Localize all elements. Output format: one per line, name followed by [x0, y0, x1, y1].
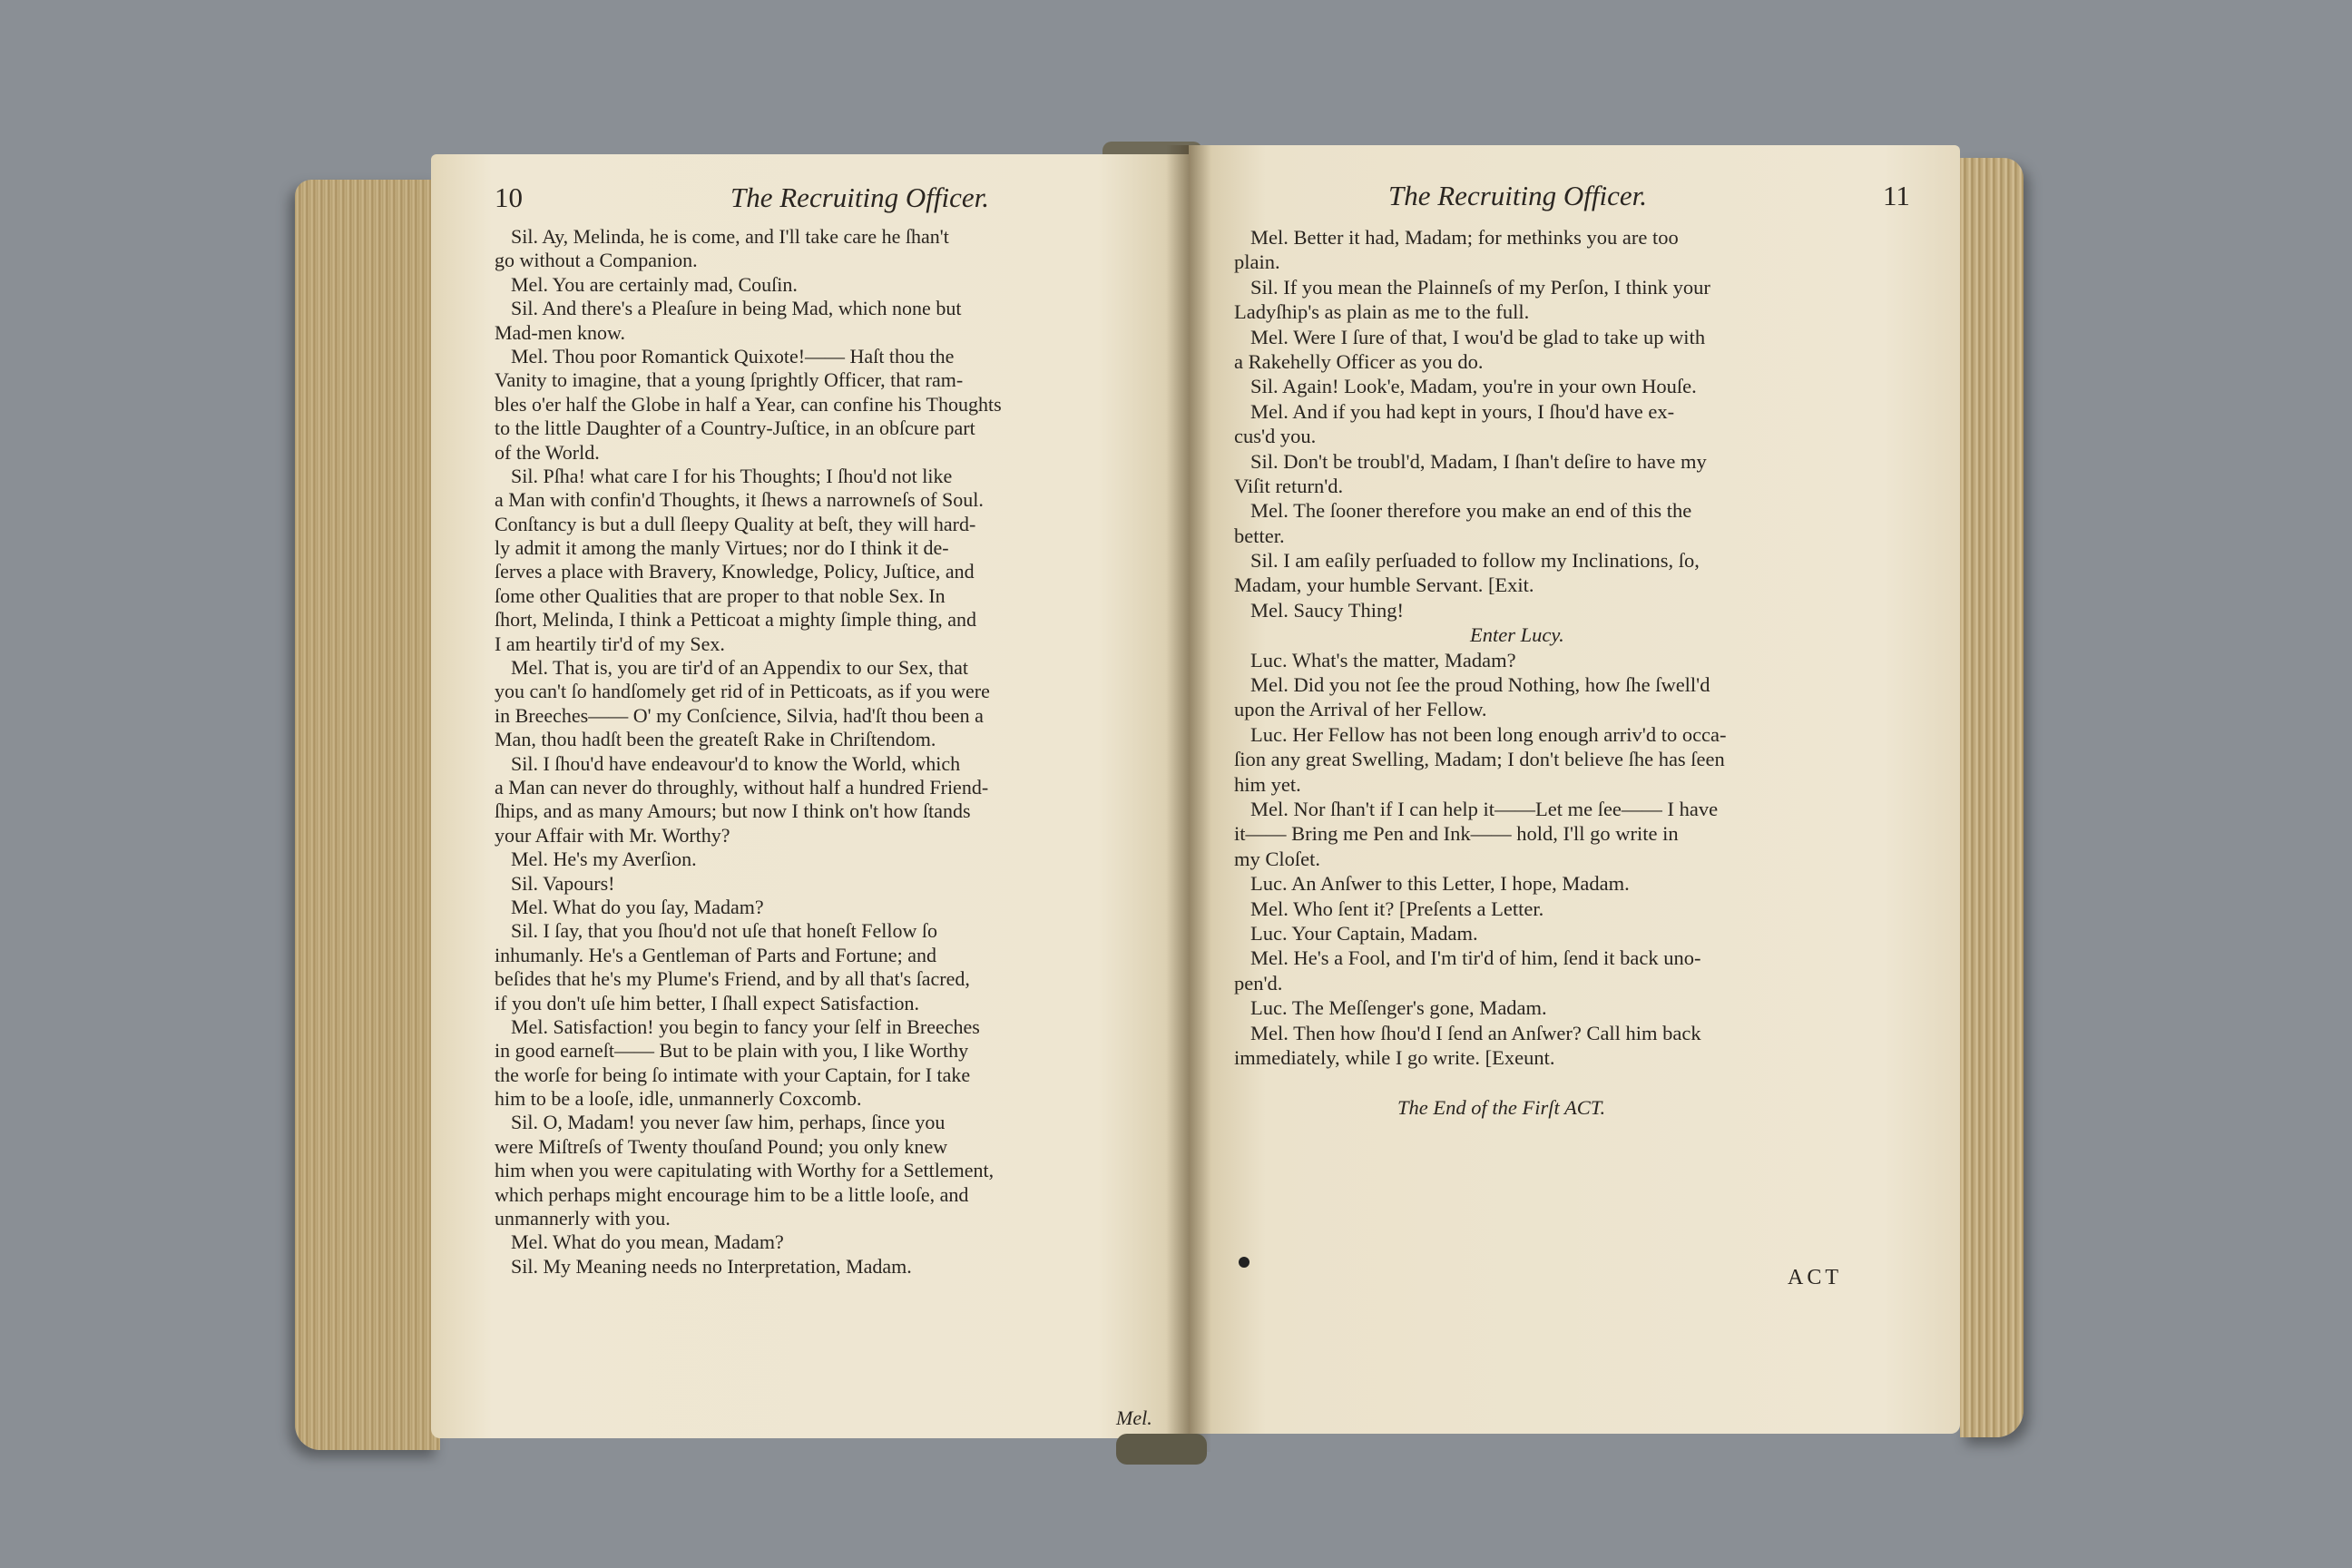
- left-page-edges: [295, 180, 440, 1450]
- text-line: Luc. Your Captain, Madam.: [1250, 921, 1478, 945]
- text-line: Mel. Nor ſhan't if I can help it——Let me ſee—— I have: [1250, 797, 1719, 820]
- text-line: Man, thou hadſt been the greateſt Rake in Chriſtendom.: [495, 728, 936, 751]
- text-line: which perhaps might encourage him to be a little looſe, and: [495, 1182, 969, 1206]
- text-line: Mel. Were I ſure of that, I wou'd be glad to take up with: [1250, 325, 1706, 348]
- text-line: cus'd you.: [1234, 425, 1317, 448]
- left-page-text: [495, 225, 1163, 1279]
- left-page-header: [431, 181, 1189, 218]
- text-line: Mel. Saucy Thing!: [1250, 598, 1404, 622]
- text-line: Mel. The ſooner therefore you make an end of this the: [1250, 499, 1692, 523]
- text-line: Mel. And if you had kept in yours, I ſhou'd have ex-: [1250, 399, 1675, 423]
- text-line: go without a Companion.: [495, 249, 698, 272]
- text-line: my Cloſet.: [1234, 847, 1320, 870]
- ink-spot: [1239, 1257, 1250, 1268]
- text-line: Mel. What do you ſay, Madam?: [511, 895, 764, 918]
- text-line: Sil. I ſay, that you ſhou'd not uſe that honeſt Fellow ſo: [511, 919, 937, 943]
- text-line: Madam, your humble Servant. [Exit.: [1234, 573, 1534, 597]
- left-running-title: The Recruiting Officer.: [730, 181, 989, 213]
- text-line: Mel. Who ſent it? [Preſents a Letter.: [1250, 897, 1544, 920]
- right-running-title: The Recruiting Officer.: [1388, 180, 1647, 211]
- text-line: Mel. Then how ſhou'd I ſend an Anſwer? Call him back: [1250, 1021, 1701, 1044]
- text-line: Mad-men know.: [495, 320, 625, 344]
- text-line: Conſtancy is but a dull ſleepy Quality at beſt, they will hard-: [495, 512, 976, 535]
- text-line: in good earneſt—— But to be plain with you, I like Worthy: [495, 1039, 969, 1063]
- text-line: a Man with confin'd Thoughts, it ſhews a narrowneſs of Soul.: [495, 488, 984, 512]
- text-line: Vanity to imagine, that a young ſprightly Officer, that ram-: [495, 368, 964, 392]
- text-line: Mel. Better it had, Madam; for methinks you are too: [1250, 226, 1679, 249]
- text-line: Ladyſhip's as plain as me to the full.: [1234, 300, 1530, 324]
- text-line: beſides that he's my Plume's Friend, and by all that's ſacred,: [495, 967, 970, 991]
- text-line: Luc. Her Fellow has not been long enough arriv'd to occa-: [1250, 722, 1727, 746]
- text-line: upon the Arrival of her Fellow.: [1234, 698, 1487, 721]
- text-line: bles o'er half the Globe in half a Year, can confine his Thoughts: [495, 392, 1002, 416]
- text-line: were Miſtreſs of Twenty thouſand Pound; you only knew: [495, 1134, 948, 1158]
- text-line: Luc. What's the matter, Madam?: [1250, 648, 1516, 671]
- text-line: it—— Bring me Pen and Ink—— hold, I'll go write in: [1234, 822, 1679, 846]
- text-line: Luc. An Anſwer to this Letter, I hope, Madam.: [1250, 872, 1630, 896]
- text-line: your Affair with Mr. Worthy?: [495, 823, 730, 847]
- text-line: Mel. He's my Averſion.: [511, 848, 697, 871]
- text-line: Mel. What do you mean, Madam?: [511, 1230, 784, 1254]
- text-line: Sil. I ſhou'd have endeavour'd to know the World, which: [511, 751, 961, 775]
- right-page: [1189, 145, 1960, 1434]
- text-line: Sil. Again! Look'e, Madam, you're in your own Houſe.: [1250, 375, 1697, 398]
- text-line: a Man can never do throughly, without half a hundred Friend-: [495, 775, 989, 799]
- text-line: a Rakehelly Officer as you do.: [1234, 349, 1484, 373]
- text-line: Sil. Vapours!: [511, 871, 615, 895]
- text-line: ſerves a place with Bravery, Knowledge, Policy, Juſtice, and: [495, 560, 975, 583]
- left-page: [431, 154, 1189, 1438]
- right-page-edges: [1960, 158, 2024, 1437]
- text-line: The End of the Firſt ACT.: [1397, 1095, 1606, 1119]
- text-line: him when you were capitulating with Worthy for a Settlement,: [495, 1159, 995, 1182]
- right-page-text: [1234, 225, 1907, 1120]
- text-line: Sil. And there's a Pleaſure in being Mad, which none but: [511, 297, 962, 320]
- right-page-header: [1189, 172, 1960, 209]
- text-line: Mel. That is, you are tir'd of an Appendix to our Sex, that: [511, 656, 968, 680]
- text-line: Luc. The Meſſenger's gone, Madam.: [1250, 996, 1547, 1020]
- text-line: him to be a looſe, idle, unmannerly Coxcomb.: [495, 1087, 862, 1111]
- text-line: Sil. Pſha! what care I for his Thoughts; I ſhou'd not like: [511, 464, 953, 487]
- text-line: ſome other Qualities that are proper to that noble Sex. In: [495, 583, 946, 607]
- text-line: better.: [1234, 524, 1285, 547]
- text-line: Mel. Satisfaction! you begin to fancy your ſelf in Breeches: [511, 1014, 980, 1038]
- text-line: him yet.: [1234, 772, 1301, 796]
- text-line: Mel. Did you not ſee the proud Nothing, how ſhe ſwell'd: [1250, 673, 1710, 697]
- text-line: plain.: [1234, 250, 1280, 274]
- text-line: to the little Daughter of a Country-Juſtice, in an obſcure part: [495, 416, 975, 440]
- text-line: you can't ſo handſomely get rid of in Petticoats, as if you were: [495, 680, 990, 703]
- left-page-number: 10: [495, 181, 523, 213]
- text-line: Sil. I am eaſily perſuaded to follow my Inclinations, ſo,: [1250, 549, 1700, 573]
- text-line: Sil. If you mean the Plainneſs of my Perſon, I think your: [1250, 275, 1710, 299]
- text-line: [1234, 1070, 1907, 1094]
- text-line: Mel. He's a Fool, and I'm tir'd of him, ſend it back uno-: [1250, 946, 1701, 970]
- text-line: ſion any great Swelling, Madam; I don't believe ſhe has ſeen: [1234, 748, 1725, 771]
- text-line: I am heartily tir'd of my Sex.: [495, 632, 725, 655]
- text-line: Viſit return'd.: [1234, 474, 1344, 497]
- left-catchword: Mel.: [1116, 1406, 1152, 1429]
- text-line: pen'd.: [1234, 971, 1283, 995]
- text-line: Sil. O, Madam! you never ſaw him, perhaps, ſince you: [511, 1111, 946, 1134]
- text-line: inhumanly. He's a Gentleman of Parts and Fortune; and: [495, 943, 937, 966]
- text-line: Sil. My Meaning needs no Interpretation, Madam.: [511, 1254, 912, 1278]
- text-line: the worſe for being ſo intimate with your Captain, for I take: [495, 1063, 971, 1086]
- text-line: ſhort, Melinda, I think a Petticoat a mighty ſimple thing, and: [495, 608, 976, 632]
- spine-headband-bottom: [1116, 1434, 1207, 1465]
- right-page-number: 11: [1883, 180, 1910, 211]
- text-line: ſhips, and as many Amours; but now I think on't how ſtands: [495, 799, 971, 823]
- open-book: [295, 145, 2024, 1465]
- right-catchword: ACT: [1788, 1266, 1842, 1289]
- text-line: ly admit it among the manly Virtues; nor do I think it de-: [495, 536, 949, 560]
- text-line: if you don't uſe him better, I ſhall expect Satisfaction.: [495, 991, 920, 1014]
- text-line: Mel. Thou poor Romantick Quixote!—— Haſt thou the: [511, 344, 955, 368]
- text-line: Sil. Don't be troubl'd, Madam, I ſhan't deſire to have my: [1250, 449, 1707, 473]
- text-line: Mel. You are certainly mad, Couſin.: [511, 272, 798, 296]
- text-line: immediately, while I go write. [Exeunt.: [1234, 1045, 1555, 1069]
- text-line: in Breeches—— O' my Conſcience, Silvia, had'ſt thou been a: [495, 703, 984, 727]
- book-gutter: [1166, 145, 1211, 1452]
- text-line: Sil. Ay, Melinda, he is come, and I'll take care he ſhan't: [511, 225, 949, 248]
- text-line: unmannerly with you.: [495, 1207, 671, 1230]
- text-line: of the World.: [495, 440, 600, 464]
- text-line: Enter Lucy.: [1470, 623, 1564, 647]
